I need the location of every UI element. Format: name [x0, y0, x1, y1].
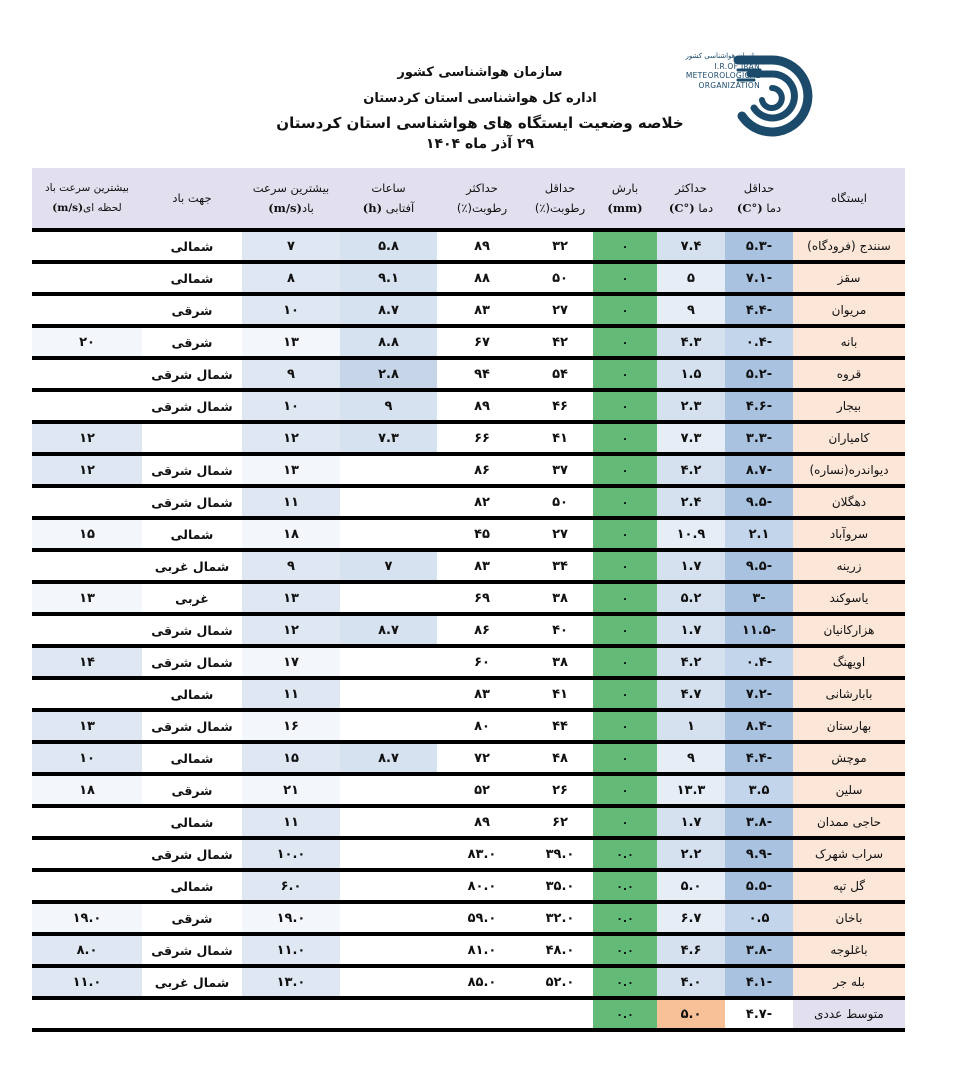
station-cell: هزارکانیان	[793, 614, 905, 646]
min-temp-cell: -۴.۶	[725, 390, 793, 422]
precipitation-cell: ۰.۰	[593, 870, 657, 902]
max-humidity-cell: ۶۰	[437, 646, 527, 678]
average-row	[32, 998, 905, 1030]
max-gust-cell: ۱۳	[32, 582, 142, 614]
min-temp-cell: ۳.۵	[725, 774, 793, 806]
org-name: سازمان هواشناسی کشور	[397, 65, 563, 80]
max-wind-speed-cell: ۱۳	[242, 582, 340, 614]
average-precipitation: ۰.۰	[593, 998, 657, 1030]
max-temp-cell: ۲.۳	[657, 390, 725, 422]
min-temp-cell: -۸.۷	[725, 454, 793, 486]
min-temp-cell: -۴.۱	[725, 966, 793, 998]
sunshine-cell	[340, 454, 437, 486]
precipitation-cell: ۰	[593, 326, 657, 358]
max-wind-speed-cell: ۲۱	[242, 774, 340, 806]
table-header-row	[32, 168, 905, 230]
max-gust-cell: ۱۰	[32, 742, 142, 774]
table-row	[32, 358, 905, 390]
min-temp-cell: -۳.۸	[725, 934, 793, 966]
max-temp-cell: ۷.۴	[657, 230, 725, 262]
station-cell: کامیاران	[793, 422, 905, 454]
max-wind-speed-cell: ۱۰.۰	[242, 838, 340, 870]
min-temp-cell: -۱۱.۵	[725, 614, 793, 646]
max-temp-cell: ۵	[657, 262, 725, 294]
station-cell: بهارستان	[793, 710, 905, 742]
max-humidity-cell: ۸۰	[437, 710, 527, 742]
table-row	[32, 902, 905, 934]
max-gust-cell: ۱۸	[32, 774, 142, 806]
sunshine-cell: ۸.۸	[340, 326, 437, 358]
sunshine-cell	[340, 838, 437, 870]
table-row	[32, 774, 905, 806]
max-temp-cell: ۴.۰	[657, 966, 725, 998]
min-humidity-cell: ۴۸	[527, 742, 593, 774]
min-temp-cell: -۵.۵	[725, 870, 793, 902]
station-cell: قروه	[793, 358, 905, 390]
table-row	[32, 870, 905, 902]
max-wind-speed-cell: ۷	[242, 230, 340, 262]
max-gust-cell	[32, 870, 142, 902]
max-humidity-cell: ۸۶	[437, 614, 527, 646]
wind-direction-cell: شمالی	[142, 870, 242, 902]
station-cell: بابارشانی	[793, 678, 905, 710]
min-humidity-cell: ۲۶	[527, 774, 593, 806]
min-humidity-cell: ۳۸	[527, 646, 593, 678]
table-row	[32, 486, 905, 518]
min-temp-cell: -۳	[725, 582, 793, 614]
max-wind-speed-cell: ۱۱	[242, 486, 340, 518]
min-temp-cell: -۷.۱	[725, 262, 793, 294]
min-temp-cell: -۹.۵	[725, 486, 793, 518]
max-wind-speed-cell: ۶.۰	[242, 870, 340, 902]
precipitation-cell: ۰.۰	[593, 838, 657, 870]
wind-direction-cell: شمال شرقی	[142, 486, 242, 518]
col-min-humidity: حداقل رطوبت(٪)	[527, 168, 593, 230]
min-temp-cell: -۴.۴	[725, 742, 793, 774]
precipitation-cell: ۰	[593, 550, 657, 582]
max-humidity-cell: ۵۲	[437, 774, 527, 806]
precipitation-cell: ۰	[593, 742, 657, 774]
sunshine-cell: ۹.۱	[340, 262, 437, 294]
sunshine-cell	[340, 806, 437, 838]
wind-direction-cell	[142, 422, 242, 454]
table-row	[32, 742, 905, 774]
max-temp-cell: ۷.۳	[657, 422, 725, 454]
max-wind-speed-cell: ۱۳.۰	[242, 966, 340, 998]
wind-direction-cell: شمال غربی	[142, 550, 242, 582]
station-cell: سروآباد	[793, 518, 905, 550]
max-humidity-cell: ۸۹	[437, 806, 527, 838]
wind-direction-cell: شرقی	[142, 902, 242, 934]
average-row-blank	[32, 998, 593, 1030]
min-temp-cell: ۰.۵	[725, 902, 793, 934]
max-temp-cell: ۹	[657, 742, 725, 774]
sunshine-cell	[340, 678, 437, 710]
max-humidity-cell: ۸۱.۰	[437, 934, 527, 966]
sunshine-cell	[340, 486, 437, 518]
max-humidity-cell: ۶۹	[437, 582, 527, 614]
wind-direction-cell: شمال شرقی	[142, 838, 242, 870]
table-row	[32, 582, 905, 614]
sunshine-cell: ۹	[340, 390, 437, 422]
col-wind-direction: جهت باد	[142, 168, 242, 230]
max-wind-speed-cell: ۱۵	[242, 742, 340, 774]
min-humidity-cell: ۴۱	[527, 678, 593, 710]
max-gust-cell	[32, 294, 142, 326]
precipitation-cell: ۰	[593, 454, 657, 486]
max-temp-cell: ۱.۵	[657, 358, 725, 390]
max-temp-cell: ۴.۲	[657, 646, 725, 678]
max-wind-speed-cell: ۸	[242, 262, 340, 294]
wind-direction-cell: شرقی	[142, 326, 242, 358]
average-label: متوسط عددی	[793, 998, 905, 1030]
station-cell: گل تپه	[793, 870, 905, 902]
min-humidity-cell: ۴۰	[527, 614, 593, 646]
max-gust-cell	[32, 262, 142, 294]
report-date: ۲۹ آذر ماه ۱۴۰۴	[425, 136, 535, 152]
station-cell: بله جر	[793, 966, 905, 998]
max-gust-cell	[32, 550, 142, 582]
col-min-temp: حداقل دما (°C)	[725, 168, 793, 230]
max-temp-cell: ۵.۰	[657, 870, 725, 902]
station-cell: دیواندره(نساره)	[793, 454, 905, 486]
max-humidity-cell: ۷۲	[437, 742, 527, 774]
table-row	[32, 326, 905, 358]
min-temp-cell: -۳.۳	[725, 422, 793, 454]
table-row	[32, 518, 905, 550]
max-temp-cell: ۱۳.۳	[657, 774, 725, 806]
min-temp-cell: -۵.۲	[725, 358, 793, 390]
min-humidity-cell: ۳۹.۰	[527, 838, 593, 870]
min-humidity-cell: ۴۸.۰	[527, 934, 593, 966]
wind-direction-cell: شمال شرقی	[142, 710, 242, 742]
meteorological-organization-logo	[660, 46, 820, 146]
precipitation-cell: ۰.۰	[593, 902, 657, 934]
max-wind-speed-cell: ۱۳	[242, 454, 340, 486]
station-cell: سلین	[793, 774, 905, 806]
min-humidity-cell: ۳۷	[527, 454, 593, 486]
sunshine-cell: ۵.۸	[340, 230, 437, 262]
min-humidity-cell: ۴۲	[527, 326, 593, 358]
min-temp-cell: -۹.۹	[725, 838, 793, 870]
logo-text-line2: METEOROLOGICAL	[685, 71, 760, 80]
min-humidity-cell: ۵۴	[527, 358, 593, 390]
max-humidity-cell: ۸۲	[437, 486, 527, 518]
max-humidity-cell: ۸۰.۰	[437, 870, 527, 902]
min-humidity-cell: ۵۰	[527, 262, 593, 294]
max-temp-cell: ۶.۷	[657, 902, 725, 934]
min-temp-cell: -۹.۵	[725, 550, 793, 582]
min-humidity-cell: ۶۲	[527, 806, 593, 838]
station-cell: موچش	[793, 742, 905, 774]
max-wind-speed-cell: ۱۶	[242, 710, 340, 742]
max-wind-speed-cell: ۱۰	[242, 390, 340, 422]
max-temp-cell: ۱.۷	[657, 806, 725, 838]
max-temp-cell: ۱۰.۹	[657, 518, 725, 550]
max-humidity-cell: ۸۳	[437, 294, 527, 326]
table-row	[32, 294, 905, 326]
wind-direction-cell: شمالی	[142, 742, 242, 774]
max-humidity-cell: ۴۵	[437, 518, 527, 550]
logo-text-line3: ORGANIZATION	[698, 80, 760, 90]
wind-direction-cell: شمال شرقی	[142, 454, 242, 486]
max-wind-speed-cell: ۱۳	[242, 326, 340, 358]
wind-direction-cell: شمالی	[142, 262, 242, 294]
min-humidity-cell: ۲۷	[527, 294, 593, 326]
wind-direction-cell: شمال شرقی	[142, 646, 242, 678]
sunshine-cell: ۷.۳	[340, 422, 437, 454]
wind-direction-cell: شمال شرقی	[142, 358, 242, 390]
wind-direction-cell: شرقی	[142, 294, 242, 326]
precipitation-cell: ۰.۰	[593, 934, 657, 966]
sunshine-cell	[340, 934, 437, 966]
max-gust-cell	[32, 806, 142, 838]
table-row	[32, 230, 905, 262]
average-max-temp: ۵.۰	[657, 998, 725, 1030]
wind-direction-cell: شرقی	[142, 774, 242, 806]
min-humidity-cell: ۴۱	[527, 422, 593, 454]
min-humidity-cell: ۲۷	[527, 518, 593, 550]
col-precipitation: بارش (mm)	[593, 168, 657, 230]
col-max-gust: بیشترین سرعت باد لحظه ای(m/s)	[32, 168, 142, 230]
max-temp-cell: ۴.۲	[657, 454, 725, 486]
table-row	[32, 966, 905, 998]
col-station: ایستگاه	[793, 168, 905, 230]
col-sunshine-hours: ساعات آفتابی (h)	[340, 168, 437, 230]
max-humidity-cell: ۹۴	[437, 358, 527, 390]
max-humidity-cell: ۸۳	[437, 678, 527, 710]
min-humidity-cell: ۳۸	[527, 582, 593, 614]
wind-direction-cell: شمال غربی	[142, 966, 242, 998]
max-gust-cell	[32, 358, 142, 390]
station-cell: یاسوکند	[793, 582, 905, 614]
wind-direction-cell: شمالی	[142, 230, 242, 262]
sunshine-cell	[340, 902, 437, 934]
table-row	[32, 934, 905, 966]
sunshine-cell	[340, 774, 437, 806]
max-temp-cell: ۴.۷	[657, 678, 725, 710]
max-wind-speed-cell: ۱۱.۰	[242, 934, 340, 966]
table-row	[32, 646, 905, 678]
precipitation-cell: ۰	[593, 422, 657, 454]
min-temp-cell: -۷.۲	[725, 678, 793, 710]
report-header	[250, 60, 710, 154]
max-humidity-cell: ۸۶	[437, 454, 527, 486]
max-wind-speed-cell: ۱۱	[242, 678, 340, 710]
min-humidity-cell: ۳۲	[527, 230, 593, 262]
precipitation-cell: ۰	[593, 614, 657, 646]
precipitation-cell: ۰	[593, 646, 657, 678]
wind-direction-cell: شمال شرقی	[142, 614, 242, 646]
sunshine-cell	[340, 582, 437, 614]
precipitation-cell: ۰	[593, 358, 657, 390]
min-humidity-cell: ۵۲.۰	[527, 966, 593, 998]
max-humidity-cell: ۶۶	[437, 422, 527, 454]
max-gust-cell	[32, 678, 142, 710]
max-gust-cell: ۱۹.۰	[32, 902, 142, 934]
min-humidity-cell: ۳۵.۰	[527, 870, 593, 902]
sunshine-cell	[340, 870, 437, 902]
max-temp-cell: ۴.۶	[657, 934, 725, 966]
max-wind-speed-cell: ۱۹.۰	[242, 902, 340, 934]
col-max-humidity: حداکثر رطوبت(٪)	[437, 168, 527, 230]
station-cell: اویهنگ	[793, 646, 905, 678]
min-temp-cell: -۳.۸	[725, 806, 793, 838]
station-cell: بانه	[793, 326, 905, 358]
precipitation-cell: ۰	[593, 518, 657, 550]
precipitation-cell: ۰	[593, 678, 657, 710]
sunshine-cell: ۲.۸	[340, 358, 437, 390]
precipitation-cell: ۰.۰	[593, 966, 657, 998]
average-min-temp: -۴.۷	[725, 998, 793, 1030]
station-cell: مریوان	[793, 294, 905, 326]
max-temp-cell: ۲.۲	[657, 838, 725, 870]
sunshine-cell: ۷	[340, 550, 437, 582]
precipitation-cell: ۰	[593, 262, 657, 294]
sunshine-cell: ۸.۷	[340, 742, 437, 774]
precipitation-cell: ۰	[593, 774, 657, 806]
max-humidity-cell: ۸۳.۰	[437, 838, 527, 870]
col-max-wind-speed: بیشترین سرعت باد(m/s)	[242, 168, 340, 230]
logo-text-line1: I.R.OF IRAN	[714, 61, 760, 71]
table-row	[32, 838, 905, 870]
station-cell: بیجار	[793, 390, 905, 422]
min-temp-cell: -۵.۳	[725, 230, 793, 262]
max-wind-speed-cell: ۹	[242, 550, 340, 582]
station-cell: سقز	[793, 262, 905, 294]
wind-direction-cell: شمالی	[142, 806, 242, 838]
precipitation-cell: ۰	[593, 710, 657, 742]
min-humidity-cell: ۴۴	[527, 710, 593, 742]
max-temp-cell: ۱	[657, 710, 725, 742]
max-gust-cell: ۱۳	[32, 710, 142, 742]
station-cell: باغلوجه	[793, 934, 905, 966]
min-temp-cell: -۸.۴	[725, 710, 793, 742]
station-cell: حاجی ممدان	[793, 806, 905, 838]
max-temp-cell: ۵.۲	[657, 582, 725, 614]
max-gust-cell	[32, 390, 142, 422]
precipitation-cell: ۰	[593, 582, 657, 614]
min-humidity-cell: ۵۰	[527, 486, 593, 518]
precipitation-cell: ۰	[593, 294, 657, 326]
sunshine-cell: ۸.۷	[340, 614, 437, 646]
min-humidity-cell: ۳۴	[527, 550, 593, 582]
precipitation-cell: ۰	[593, 390, 657, 422]
table-row	[32, 422, 905, 454]
max-wind-speed-cell: ۱۲	[242, 422, 340, 454]
table-row	[32, 262, 905, 294]
max-wind-speed-cell: ۱۲	[242, 614, 340, 646]
max-humidity-cell: ۸۵.۰	[437, 966, 527, 998]
max-gust-cell	[32, 486, 142, 518]
max-temp-cell: ۱.۷	[657, 614, 725, 646]
max-humidity-cell: ۸۳	[437, 550, 527, 582]
max-humidity-cell: ۵۹.۰	[437, 902, 527, 934]
max-temp-cell: ۹	[657, 294, 725, 326]
sunshine-cell	[340, 966, 437, 998]
dept-name: اداره کل هواشناسی استان کردستان	[363, 91, 597, 106]
precipitation-cell: ۰	[593, 486, 657, 518]
table-row	[32, 614, 905, 646]
max-wind-speed-cell: ۱۱	[242, 806, 340, 838]
min-humidity-cell: ۳۲.۰	[527, 902, 593, 934]
wind-direction-cell: شمالی	[142, 678, 242, 710]
max-gust-cell: ۲۰	[32, 326, 142, 358]
sunshine-cell	[340, 646, 437, 678]
max-wind-speed-cell: ۱۸	[242, 518, 340, 550]
wind-direction-cell: شمالی	[142, 518, 242, 550]
sunshine-cell: ۸.۷	[340, 294, 437, 326]
min-humidity-cell: ۴۶	[527, 390, 593, 422]
wind-direction-cell: غربی	[142, 582, 242, 614]
station-cell: باخان	[793, 902, 905, 934]
wind-direction-cell: شمال شرقی	[142, 934, 242, 966]
max-gust-cell: ۱۲	[32, 454, 142, 486]
station-cell: دهگلان	[793, 486, 905, 518]
max-temp-cell: ۴.۳	[657, 326, 725, 358]
max-humidity-cell: ۸۹	[437, 390, 527, 422]
station-cell: سنندج (فرودگاه)	[793, 230, 905, 262]
station-cell: زرینه	[793, 550, 905, 582]
max-humidity-cell: ۸۸	[437, 262, 527, 294]
spiral-logo-icon	[732, 46, 818, 146]
max-gust-cell: ۱۴	[32, 646, 142, 678]
max-wind-speed-cell: ۹	[242, 358, 340, 390]
table-row	[32, 806, 905, 838]
max-wind-speed-cell: ۱۰	[242, 294, 340, 326]
table-row	[32, 710, 905, 742]
max-gust-cell: ۱۱.۰	[32, 966, 142, 998]
logo-text-fa: سازمان هواشناسی کشور	[685, 52, 760, 60]
max-gust-cell: ۱۵	[32, 518, 142, 550]
report-title: خلاصه وضعیت ایستگاه های هواشناسی استان کردستان	[276, 114, 684, 132]
table-row	[32, 678, 905, 710]
max-temp-cell: ۱.۷	[657, 550, 725, 582]
min-temp-cell: ۲.۱	[725, 518, 793, 550]
station-cell: سراب شهرک	[793, 838, 905, 870]
max-wind-speed-cell: ۱۷	[242, 646, 340, 678]
max-humidity-cell: ۶۷	[437, 326, 527, 358]
max-humidity-cell: ۸۹	[437, 230, 527, 262]
weather-stations-table	[32, 168, 905, 1032]
precipitation-cell: ۰	[593, 230, 657, 262]
max-gust-cell	[32, 230, 142, 262]
min-temp-cell: -۰.۴	[725, 646, 793, 678]
max-gust-cell: ۱۲	[32, 422, 142, 454]
min-temp-cell: -۰.۴	[725, 326, 793, 358]
table-row	[32, 550, 905, 582]
max-gust-cell: ۸.۰	[32, 934, 142, 966]
max-temp-cell: ۲.۴	[657, 486, 725, 518]
table-row	[32, 454, 905, 486]
table-row	[32, 390, 905, 422]
wind-direction-cell: شمال شرقی	[142, 390, 242, 422]
max-gust-cell	[32, 838, 142, 870]
col-max-temp: حداکثر دما (°C)	[657, 168, 725, 230]
min-temp-cell: -۴.۴	[725, 294, 793, 326]
precipitation-cell: ۰	[593, 806, 657, 838]
sunshine-cell	[340, 518, 437, 550]
sunshine-cell	[340, 710, 437, 742]
max-gust-cell	[32, 614, 142, 646]
